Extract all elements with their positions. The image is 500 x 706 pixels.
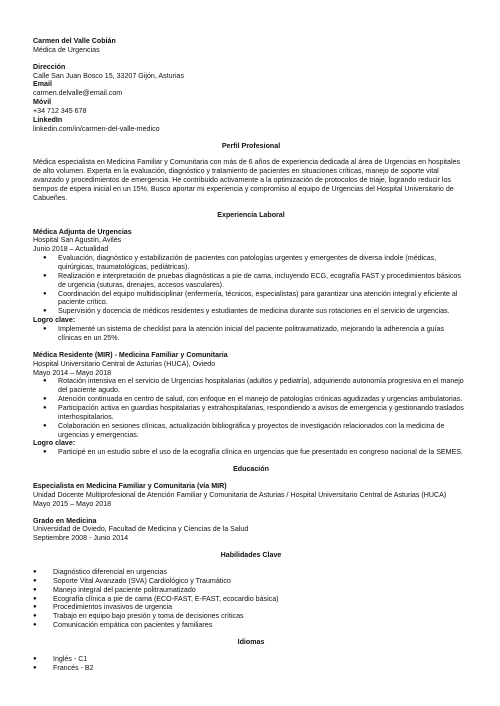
list-item: ● Diagnóstico diferencial en urgencias [33, 568, 469, 577]
list-item: ● Rotación intensiva en el servicio de Urgencias hospitalarias (adultos y pediatría), adquiriendo autonomía progresiva en el manejo del paciente agudo. [33, 377, 469, 395]
list-item: ● Participación activa en guardias hospitalarias y extrahospitalarias, respondiendo a avisos de emergencia y gestionando traslados interhospitalarios. [33, 404, 469, 422]
list-item: ● Francés - B2 [33, 664, 469, 673]
list-item: ● Coordinación del equipo multidisciplinar (enfermería, técnicos, especialistas) para garantizar una atención integral y eficiente al paciente crítico. [33, 290, 469, 308]
list-item: ● Realización e interpretación de pruebas diagnósticas a pie de cama, incluyendo ECG, ecografía FAST y procedimientos básicos de urgencia (suturas, drenajes, accesos vasculares). [33, 272, 469, 290]
job-place: Hospital San Agustín, Avilés [33, 236, 122, 245]
list-item: ● Participé en un estudio sobre el uso de la ecografía clínica en urgencias que fue presentado en congreso nacional de la SEMES. [33, 448, 469, 457]
skills-list [33, 568, 469, 630]
list-item: ● Procedimientos invasivos de urgencia [33, 603, 469, 612]
languages-list [33, 655, 469, 673]
list-item: ● Colaboración en sesiones clínicas, actualización bibliográfica y proyectos de investigación relacionados con la medicina de urgencias y emergencias. [33, 422, 469, 440]
job-duties-list [33, 377, 469, 439]
list-item: ● Implementé un sistema de checklist para la atención inicial del paciente politraumatizado, mejorando la adherencia a guías clínicas en un 25%. [33, 325, 469, 343]
achievement-label: Logro clave: [33, 439, 76, 448]
achievement-label: Logro clave: [33, 316, 76, 325]
achievement-list [33, 448, 469, 457]
job-dates: Mayo 2014 – Mayo 2018 [33, 368, 112, 377]
achievement-list [33, 325, 469, 343]
list-item: ● Soporte Vital Avanzado (SVA) Cardiológico y Traumático [33, 577, 469, 586]
address-value: Calle San Juan Bosco 15, 33207 Gijón, Asturias [33, 71, 185, 80]
languages-section-title: Idiomas [237, 637, 265, 646]
email-value: carmen.delvalle@email.com [33, 89, 123, 98]
candidate-role: Médica de Urgencias [33, 45, 100, 54]
list-item: ● Evaluación, diagnóstico y estabilización de pacientes con patologías urgentes y emergentes de diversa índole (médicas, quirúrgicas, traumatológicas, pediátricas). [33, 254, 469, 272]
education-entry [33, 517, 469, 544]
list-item: ● Atención continuada en centro de salud, con enfoque en el manejo de patologías crónicas agudizadas y urgencias ambulatorias. [33, 395, 469, 404]
list-item: ● Manejo integral del paciente politraumatizado [33, 586, 469, 595]
profile-section-title: Perfil Profesional [221, 141, 281, 150]
job-title: Médica Adjunta de Urgencias [33, 227, 132, 236]
resume-header [33, 37, 469, 55]
education-section-title: Educación [233, 465, 269, 474]
education-dates: Septiembre 2008 - Junio 2014 [33, 534, 129, 543]
degree-title: Grado en Medicina [33, 516, 97, 525]
skills-section-title: Habilidades Clave [220, 551, 282, 560]
degree-title: Especialista en Medicina Familiar y Comunitaria (vía MIR) [33, 481, 227, 490]
job-title: Médica Residente (MIR) - Medicina Familiar y Comunitaria [33, 350, 228, 359]
list-item: ● Trabajo en equipo bajo presión y toma de decisiones críticas [33, 612, 469, 621]
candidate-name: Carmen del Valle Cobián [33, 37, 116, 45]
address-label: Dirección [33, 62, 66, 71]
institution: Unidad Docente Multiprofesional de Atención Familiar y Comunitaria de Asturias / Hospital Universitario Central de Asturias (HUCA) [33, 490, 447, 499]
job-entry [33, 351, 469, 457]
linkedin-label: LinkedIn [33, 115, 63, 124]
education-dates: Mayo 2015 – Mayo 2018 [33, 499, 112, 508]
list-item: ● Comunicación empática con pacientes y familiares [33, 621, 469, 630]
phone-label: Móvil [33, 98, 52, 107]
contact-block [33, 63, 469, 134]
experience-section-title: Experiencia Laboral [217, 210, 285, 219]
job-dates: Junio 2018 – Actualidad [33, 245, 109, 254]
phone-value: +34 712 345 678 [33, 107, 87, 116]
job-duties-list [33, 254, 469, 316]
profile-text: Médica especialista en Medicina Familiar y Comunitaria con más de 6 años de experiencia dedicada al área de Urgencias en hospitales de alto volumen. Experta en la evaluación, diagnóstico y tratamiento de pacientes en situaciones críticas, manejo de soporte vital avanzado y procedimientos de emergencia. He contribuido activamente a la optimización de protocolos de triaje, logrando reducir los tiempos de espera inicial en un 15%. Busco aportar mi experiencia y compromiso al equipo de Urgencias del Hospital Universitario de Cabueñes. [33, 158, 461, 202]
job-entry [33, 228, 469, 343]
list-item: ● Ecografía clínica a pie de cama (ECO-FAST, E-FAST, ecocardio básica) [33, 595, 469, 604]
institution: Universidad de Oviedo, Facultad de Medicina y Ciencias de la Salud [33, 525, 249, 534]
linkedin-value: linkedin.com/in/carmen-del-valle-medico [33, 124, 160, 133]
education-entry [33, 482, 469, 509]
list-item: ● Inglés - C1 [33, 655, 469, 664]
list-item: ● Supervisión y docencia de médicos residentes y estudiantes de medicina durante sus rotaciones en el servicio de urgencias. [33, 307, 469, 316]
job-place: Hospital Universitario Central de Asturias (HUCA), Oviedo [33, 359, 216, 368]
email-label: Email [33, 80, 52, 89]
